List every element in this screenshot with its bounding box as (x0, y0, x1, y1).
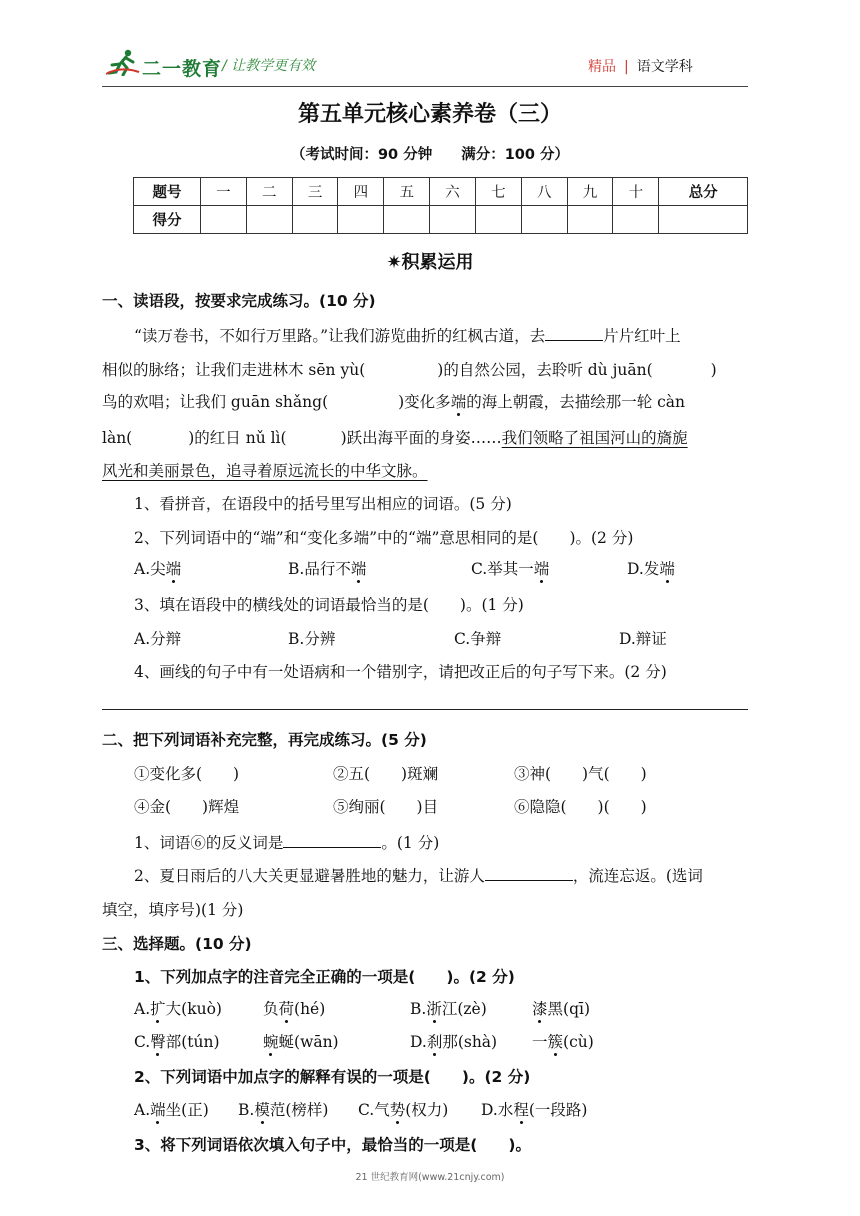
option-text: (权力) (405, 1101, 449, 1119)
table-cell: 四 (338, 178, 384, 206)
option-text: 负 (263, 1000, 279, 1018)
score-table (133, 177, 748, 234)
table-cell: 得分 (134, 206, 201, 234)
option-text: A. (134, 1000, 151, 1018)
q1-text: 片片红叶上 (603, 327, 681, 345)
underlined-sentence: 风光和美丽景色，追寻着原远流长的中华文脉。 (102, 462, 428, 480)
q2-heading: 二、把下列词语补充完整，再完成练习。(5 分) (102, 731, 427, 749)
table-cell: 七 (475, 178, 521, 206)
score-input-cell[interactable] (338, 206, 384, 234)
q2-text: 1、词语⑥的反义词是 (134, 834, 284, 852)
q2-text: ，流连忘返。(选词 (572, 867, 703, 885)
option-text: (一段路) (528, 1101, 588, 1119)
q1-text: 的海上朝霞，去描绘那一轮 càn (466, 393, 686, 411)
option-text: A.尖 (134, 560, 166, 578)
q3-sub-2: 2、下列词语中加点字的解释有误的一项是( )。(2 分) (134, 1068, 531, 1086)
emphasis-char: 端 (150, 1101, 166, 1119)
q1-text: 相似的脉络；让我们走进林木 sēn yù( (102, 361, 366, 379)
option-text: C.举其一 (471, 560, 534, 578)
emphasis-char: 簇 (547, 1033, 564, 1051)
q1-heading: 一、读语段，按要求完成练习。(10 分) (102, 292, 376, 310)
q1-option-a[interactable]: A.分辩 (134, 630, 182, 648)
q1-option-d[interactable]: D.辩证 (619, 630, 667, 648)
q3-sub-1: 1、下列加点字的注音完全正确的一项是( )。(2 分) (134, 968, 515, 986)
emphasis-char: 漆 (532, 1000, 548, 1018)
q1-option-b[interactable] (288, 557, 366, 579)
q1-option-c[interactable]: C.争辩 (454, 630, 502, 648)
q1-text: )跃出海平面的身姿…… (340, 429, 502, 447)
option-text: (cù) (563, 1033, 594, 1051)
emphasis-char: 端 (165, 560, 182, 578)
q1-text: ) (710, 361, 717, 379)
score-input-cell[interactable] (246, 206, 292, 234)
q3-option-c[interactable] (134, 1030, 220, 1052)
option-text: D. (410, 1033, 427, 1051)
emphasis-char: 浙 (426, 1000, 442, 1018)
table-cell: 一 (201, 178, 247, 206)
q1-blank[interactable] (545, 326, 603, 341)
q1-option-d[interactable] (627, 557, 675, 579)
option-text: B. (410, 1000, 427, 1018)
option-text: D.水 (481, 1101, 514, 1119)
option-text: C. (134, 1033, 151, 1051)
score-input-cell[interactable] (521, 206, 567, 234)
score-input-cell[interactable] (613, 206, 659, 234)
option-text: 一 (532, 1033, 548, 1051)
score-table-header-row (134, 178, 748, 206)
q2-sub-2 (134, 864, 703, 886)
emphasis-char: 程 (513, 1101, 529, 1119)
exam-info: （考试时间：90 分钟 满分：100 分） (290, 147, 570, 163)
score-input-cell[interactable] (201, 206, 247, 234)
underlined-sentence: 我们领略了祖国河山的旖旎 (501, 429, 688, 447)
emphasis-char: 端 (450, 393, 467, 411)
q1-text: )变化多 (398, 393, 451, 411)
q1-sub-2: 2、下列词语中的“端”和“变化多端”中的“端”意思相同的是( )。(2 分) (134, 529, 634, 547)
q2-text: 2、夏日雨后的八大关更显避暑胜地的魅力，让游人 (134, 867, 485, 885)
q3-sub-3: 3、将下列词语依次填入句子中，最恰当的一项是( )。 (134, 1136, 531, 1154)
table-cell: 二 (246, 178, 292, 206)
q3-option-b[interactable] (410, 997, 487, 1019)
q1-text: )的自然公园，去聆听 dù juān( (437, 361, 653, 379)
option-text: B.品行不 (288, 560, 351, 578)
q1-text: làn( (102, 429, 133, 447)
score-input-cell[interactable] (567, 206, 613, 234)
q2-word-5[interactable]: ⑤绚丽( )目 (333, 798, 439, 816)
table-cell: 六 (430, 178, 476, 206)
q2-sub-1 (134, 831, 439, 853)
emphasis-char: 刹 (426, 1033, 443, 1051)
emphasis-char: 端 (350, 560, 367, 578)
q3-heading: 三、选择题。(10 分) (102, 935, 252, 953)
q3-option-a[interactable] (134, 997, 222, 1019)
page-title: 第五单元核心素养卷（三） (297, 102, 562, 127)
q3-option-d[interactable] (410, 1030, 497, 1052)
q3-sub2-option-a[interactable] (134, 1098, 209, 1120)
q3-sub2-option-d[interactable] (481, 1098, 587, 1120)
table-cell: 十 (613, 178, 659, 206)
q1-text: )的红日 nǔ lì( (188, 429, 287, 447)
emphasis-char: 扩 (150, 1000, 166, 1018)
option-text: 大(kuò) (165, 1000, 222, 1018)
q1-sub-1: 1、看拼音，在语段中的括号里写出相应的词语。(5 分) (134, 495, 512, 513)
option-text: 蜒(wān) (278, 1033, 339, 1051)
q1-text: “读万卷书，不如行万里路。”让我们游览曲折的红枫古道，去 (134, 327, 546, 345)
table-cell: 三 (292, 178, 338, 206)
slogan: / 让教学更有效 (222, 58, 316, 74)
answer-line[interactable] (102, 709, 748, 710)
q3-sub2-option-c[interactable] (358, 1098, 448, 1120)
q3-option-c-2 (263, 1030, 339, 1052)
score-input-cell[interactable] (384, 206, 430, 234)
header-subject (588, 56, 693, 76)
q2-word-2[interactable]: ②五( )斑斓 (333, 765, 439, 783)
header-separator: | (624, 59, 629, 75)
section-heading: ✷积累运用 (386, 252, 474, 273)
emphasis-char: 端 (533, 560, 550, 578)
q2-sub-2-cont: 填空，填序号)(1 分) (102, 901, 244, 919)
q1-option-b[interactable]: B.分辨 (288, 630, 336, 648)
q3-option-a-2 (263, 997, 325, 1019)
footer: 21 世纪教育网(www.21cnjy.com) (355, 1172, 505, 1183)
emphasis-char: 臀 (150, 1033, 166, 1051)
q2-word-1[interactable]: ①变化多( ) (134, 765, 240, 783)
q3-option-b-2 (532, 997, 590, 1019)
option-text: (hé) (294, 1000, 326, 1018)
score-input-cell[interactable] (475, 206, 521, 234)
option-text: A. (134, 1101, 151, 1119)
table-cell: 总分 (659, 178, 748, 206)
option-text: 范(榜样) (269, 1101, 329, 1119)
option-text: 坐(正) (165, 1101, 209, 1119)
option-text: D.发 (627, 560, 660, 578)
q1-paragraph-line-4 (102, 426, 688, 448)
q2-text: 。(1 分) (381, 834, 440, 852)
subject-label: 语文学科 (636, 59, 693, 75)
table-cell: 五 (384, 178, 430, 206)
q1-paragraph-line-2 (102, 358, 717, 380)
table-cell: 八 (521, 178, 567, 206)
emphasis-char: 荷 (278, 1000, 295, 1018)
score-input-cell[interactable] (659, 206, 748, 234)
option-text: 江(zè) (441, 1000, 487, 1018)
table-cell: 题号 (134, 178, 201, 206)
q2-word-4[interactable]: ④金( )辉煌 (134, 798, 240, 816)
q1-sub-4: 4、画线的句子中有一处语病和一个错别字，请把改正后的句子写下来。(2 分) (134, 663, 667, 681)
q1-paragraph-line-1 (134, 324, 681, 346)
q2-blank[interactable] (485, 866, 573, 881)
option-text: 黑(qī) (547, 1000, 590, 1018)
q2-word-6[interactable]: ⑥隐隐( )( ) (514, 798, 647, 816)
quality-label: 精品 (588, 59, 616, 75)
score-input-cell[interactable] (292, 206, 338, 234)
runner-logo-icon (106, 48, 140, 76)
option-text: B. (238, 1101, 255, 1119)
q1-option-a[interactable] (134, 557, 181, 579)
score-table-score-row (134, 206, 748, 234)
q1-option-c[interactable] (471, 557, 549, 579)
q2-word-3[interactable]: ③神( )气( ) (514, 765, 647, 783)
emphasis-char: 模 (254, 1101, 270, 1119)
q1-sub-3: 3、填在语段中的横线处的词语最恰当的是( )。(1 分) (134, 596, 524, 614)
q3-option-d-2 (532, 1030, 594, 1052)
q1-paragraph-line-3 (102, 390, 685, 412)
q3-sub2-option-b[interactable] (238, 1098, 328, 1120)
emphasis-char: 势 (389, 1101, 406, 1119)
option-text: C.气 (358, 1101, 390, 1119)
q2-blank[interactable] (283, 833, 381, 848)
logo-text: 二一教育 (142, 58, 223, 80)
score-input-cell[interactable] (430, 206, 476, 234)
table-cell: 九 (567, 178, 613, 206)
option-text: 那(shà) (442, 1033, 498, 1051)
emphasis-char: 端 (659, 560, 675, 578)
header-divider (102, 86, 748, 87)
option-text: 部(tún) (165, 1033, 220, 1051)
q1-text: 鸟的欢唱；让我们 guān shǎng( (102, 393, 329, 411)
emphasis-char: 蜿 (263, 1033, 279, 1051)
